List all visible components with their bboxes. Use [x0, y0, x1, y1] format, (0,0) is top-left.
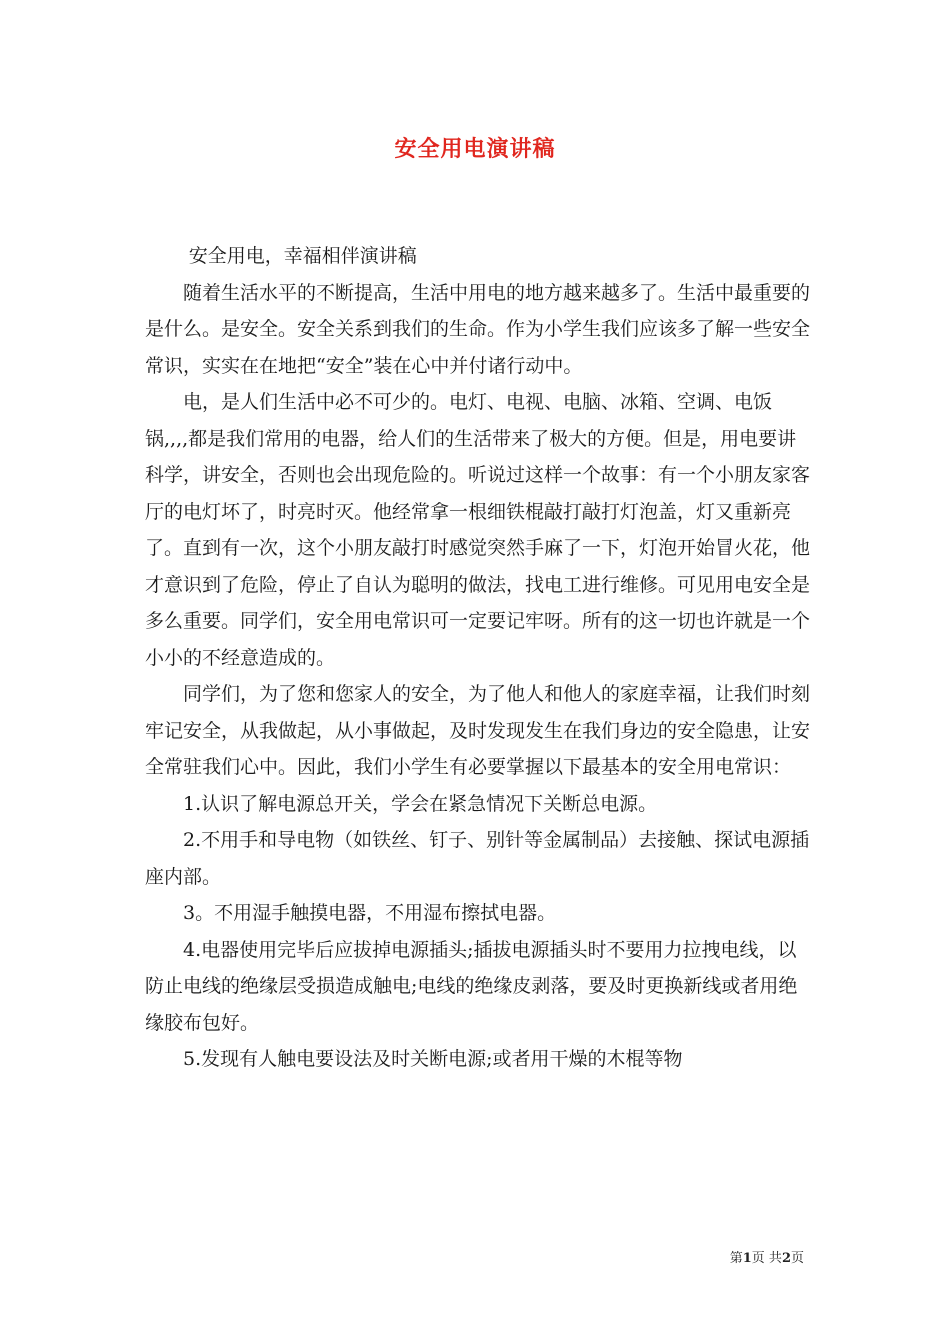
document-body — [145, 238, 810, 1078]
page-number-footer — [730, 1247, 804, 1266]
page-title: 安全用电演讲稿 — [394, 137, 556, 162]
current-page-number: 1 — [742, 1251, 752, 1266]
page-middle: 页 共 — [751, 1251, 782, 1266]
page-prefix: 第 — [729, 1251, 743, 1266]
paragraph: 电，是人们生活中必不可少的。电灯、电视、电脑、冰箱、空调、电饭锅,,,,都是我们常用的电器，给人们的生活带来了极大的方便。但是，用电要讲科学，讲安全，否则也会出现危险的。听说过这样一个故事：有一个小朋友家客厅的电灯坏了，时亮时灭。他经常拿一根细铁棍敲打敲打灯泡盖，灯又重新亮了。直到有一次，这个小朋友敲打时感觉突然手麻了一下，灯泡开始冒火花，他才意识到了危险，停止了自认为聪明的做法，找电工进行维修。可见用电安全是多么重要。同学们，安全用电常识可一定要记牢呀。所有的这一切也许就是一个小小的不经意造成的。 — [145, 391, 811, 669]
paragraph: 同学们，为了您和您家人的安全，为了他人和他人的家庭幸福，让我们时刻牢记安全，从我做起，从小事做起，及时发现发生在我们身边的安全隐患，让安全常驻我们心中。因此，我们小学生有必要掌握以下最基本的安全用电常识： — [145, 683, 811, 778]
list-item: 5.发现有人触电要设法及时关断电源;或者用干燥的木棍等物 — [183, 1048, 683, 1070]
page-suffix: 页 — [790, 1251, 804, 1266]
list-item: 3。不用湿手触摸电器，不用湿布擦拭电器。 — [183, 902, 557, 924]
list-item: 4.电器使用完毕后应拔掉电源插头;插拔电源插头时不要用力拉拽电线，以防止电线的绝缘层受损造成触电;电线的绝缘皮剥落，要及时更换新线或者用绝缘胶布包好。 — [145, 938, 798, 1034]
total-page-number: 2 — [781, 1251, 791, 1266]
list-item: 2.不用手和导电物（如铁丝、钉子、别针等金属制品）去接触、探试电源插座内部。 — [145, 829, 810, 888]
list-item: 1.认识了解电源总开关，学会在紧急情况下关断总电源。 — [183, 792, 658, 815]
paragraph: 随着生活水平的不断提高，生活中用电的地方越来越多了。生活中最重要的是什么。是安全。安全关系到我们的生命。作为小学生我们应该多了解一些安全常识，实实在在地把“安全”装在心中并付诸行动中。 — [145, 281, 811, 377]
paragraph-subtitle: 安全用电，幸福相伴演讲稿 — [188, 245, 417, 267]
